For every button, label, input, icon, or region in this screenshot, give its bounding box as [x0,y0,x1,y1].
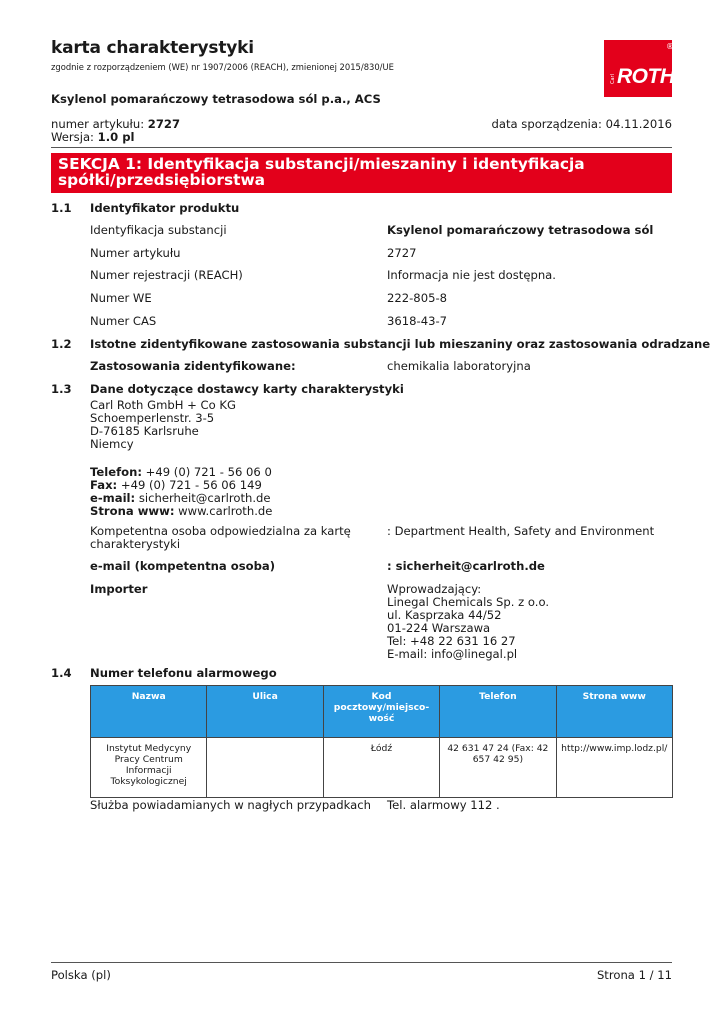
footer-page-number: Strona 1 / 11 [596,968,672,982]
article-number-label: numer artykułu: [51,117,145,131]
date-value: 04.11.2016 [605,117,672,131]
row-value: 3618-43-7 [387,314,448,328]
article-number-value: 2727 [147,117,181,131]
web-value: www.carlroth.de [178,504,273,518]
column-header: Telefon [440,686,556,738]
section-1-title: SEKCJA 1: Identyfikacja substancji/mieszaniny i identyfikacja spółki/przedsiębiorstwa [58,155,585,189]
row-value: Informacja nie jest dostępna. [387,268,556,282]
logo-text: ROTH [617,65,675,88]
fax-label: Fax: [90,478,118,492]
emergency-service-value: Tel. alarmowy 112 . [387,798,500,812]
subsection-heading: Istotne zidentyfikowane zastosowania substancji lub mieszaniny oraz zastosowania odradzane [90,337,711,351]
importer-line: ul. Kasprzaka 44/52 [387,608,502,622]
row-label: Identyfikacja substancji [90,223,227,237]
address-line: Schoemperlenstr. 3-5 [90,411,215,425]
row-value: 222-805-8 [387,291,448,305]
phone-value: +49 (0) 721 - 56 06 0 [145,465,272,479]
footer-language: Polska (pl) [51,968,111,982]
row-value: Ksylenol pomarańczowy tetrasodowa sól [387,223,654,237]
address-line: Niemcy [90,437,134,451]
version-value: 1.0 pl [97,130,135,144]
roth-logo [604,40,675,97]
header-divider [51,147,672,148]
subsection-number: 1.3 [51,382,72,396]
article-number-line [51,117,180,131]
identified-uses-label: Zastosowania zidentyfikowane: [90,359,296,373]
column-header: Ulica [207,686,323,738]
importer-line: Tel: +48 22 631 16 27 [387,634,516,648]
column-header: Nazwa [91,686,207,738]
section-1-heading-bar [51,153,672,193]
logo-small-text: Carl [610,74,616,84]
emergency-contacts-table [90,685,673,798]
table-row [91,738,673,798]
registered-mark: ® [666,42,674,51]
table-cell: http://www.imp.lodz.pl/ [556,738,672,798]
row-label: Numer CAS [90,314,157,328]
version-label: Wersja: [51,130,94,144]
supplier-address [90,399,236,451]
subsection-heading: Dane dotyczące dostawcy karty charakterystyki [90,382,404,396]
importer-line: 01-224 Warszawa [387,621,491,635]
importer-line: Linegal Chemicals Sp. z o.o. [387,595,550,609]
email-value: sicherheit@carlroth.de [138,491,271,505]
date-line [492,117,673,131]
version-line [51,130,135,144]
emergency-service-label: Służba powiadamianych w nagłych przypadkach [90,798,371,812]
product-name: Ksylenol pomarańczowy tetrasodowa sól p.a., ACS [51,92,381,106]
row-value: 2727 [387,246,417,260]
importer-label: Importer [90,582,148,596]
footer-divider [51,962,672,963]
subsection-number: 1.4 [51,666,72,680]
address-line: D-76185 Karlsruhe [90,424,199,438]
column-header: Kod pocztowy/miejsco-wość [323,686,439,738]
subsection-number: 1.2 [51,337,72,351]
competent-email-value: : sicherheit@carlroth.de [387,559,545,573]
table-cell: 42 631 47 24 (Fax: 42 657 42 95) [440,738,556,798]
column-header: Strona www [556,686,672,738]
importer-line: Wprowadzający: [387,582,482,596]
importer-details [387,583,549,661]
table-cell: Łódź [323,738,439,798]
subsection-number: 1.1 [51,201,72,215]
regulation-subtitle: zgodnie z rozporządzeniem (WE) nr 1907/2006 (REACH), zmienionej 2015/830/UE [51,62,394,72]
document-title: karta charakterystyki [51,38,254,58]
subsection-heading: Numer telefonu alarmowego [90,666,277,680]
row-label: Numer artykułu [90,246,181,260]
table-cell [207,738,323,798]
web-line [90,505,272,518]
row-label: Numer rejestracji (REACH) [90,268,243,282]
competent-person-label: Kompetentna osoba odpowiedzialna za kartę charakterystyki [90,524,351,551]
supplier-contacts [90,466,272,518]
phone-label: Telefon: [90,465,142,479]
table-header-row [91,686,673,738]
competent-email-label: e-mail (kompetentna osoba) [90,559,276,573]
web-label: Strona www: [90,504,175,518]
address-line: Carl Roth GmbH + Co KG [90,398,236,412]
importer-line: E-mail: info@linegal.pl [387,647,518,661]
email-label: e-mail: [90,491,136,505]
row-label: Numer WE [90,291,152,305]
date-label: data sporządzenia: [491,117,602,131]
table-cell: Instytut Medycyny Pracy Centrum Informacji Toksykologicznej [91,738,207,798]
competent-person-value: : Department Health, Safety and Environment [387,524,655,538]
identified-uses-value: chemikalia laboratoryjna [387,359,531,373]
fax-value: +49 (0) 721 - 56 06 149 [120,478,262,492]
subsection-heading: Identyfikator produktu [90,201,240,215]
